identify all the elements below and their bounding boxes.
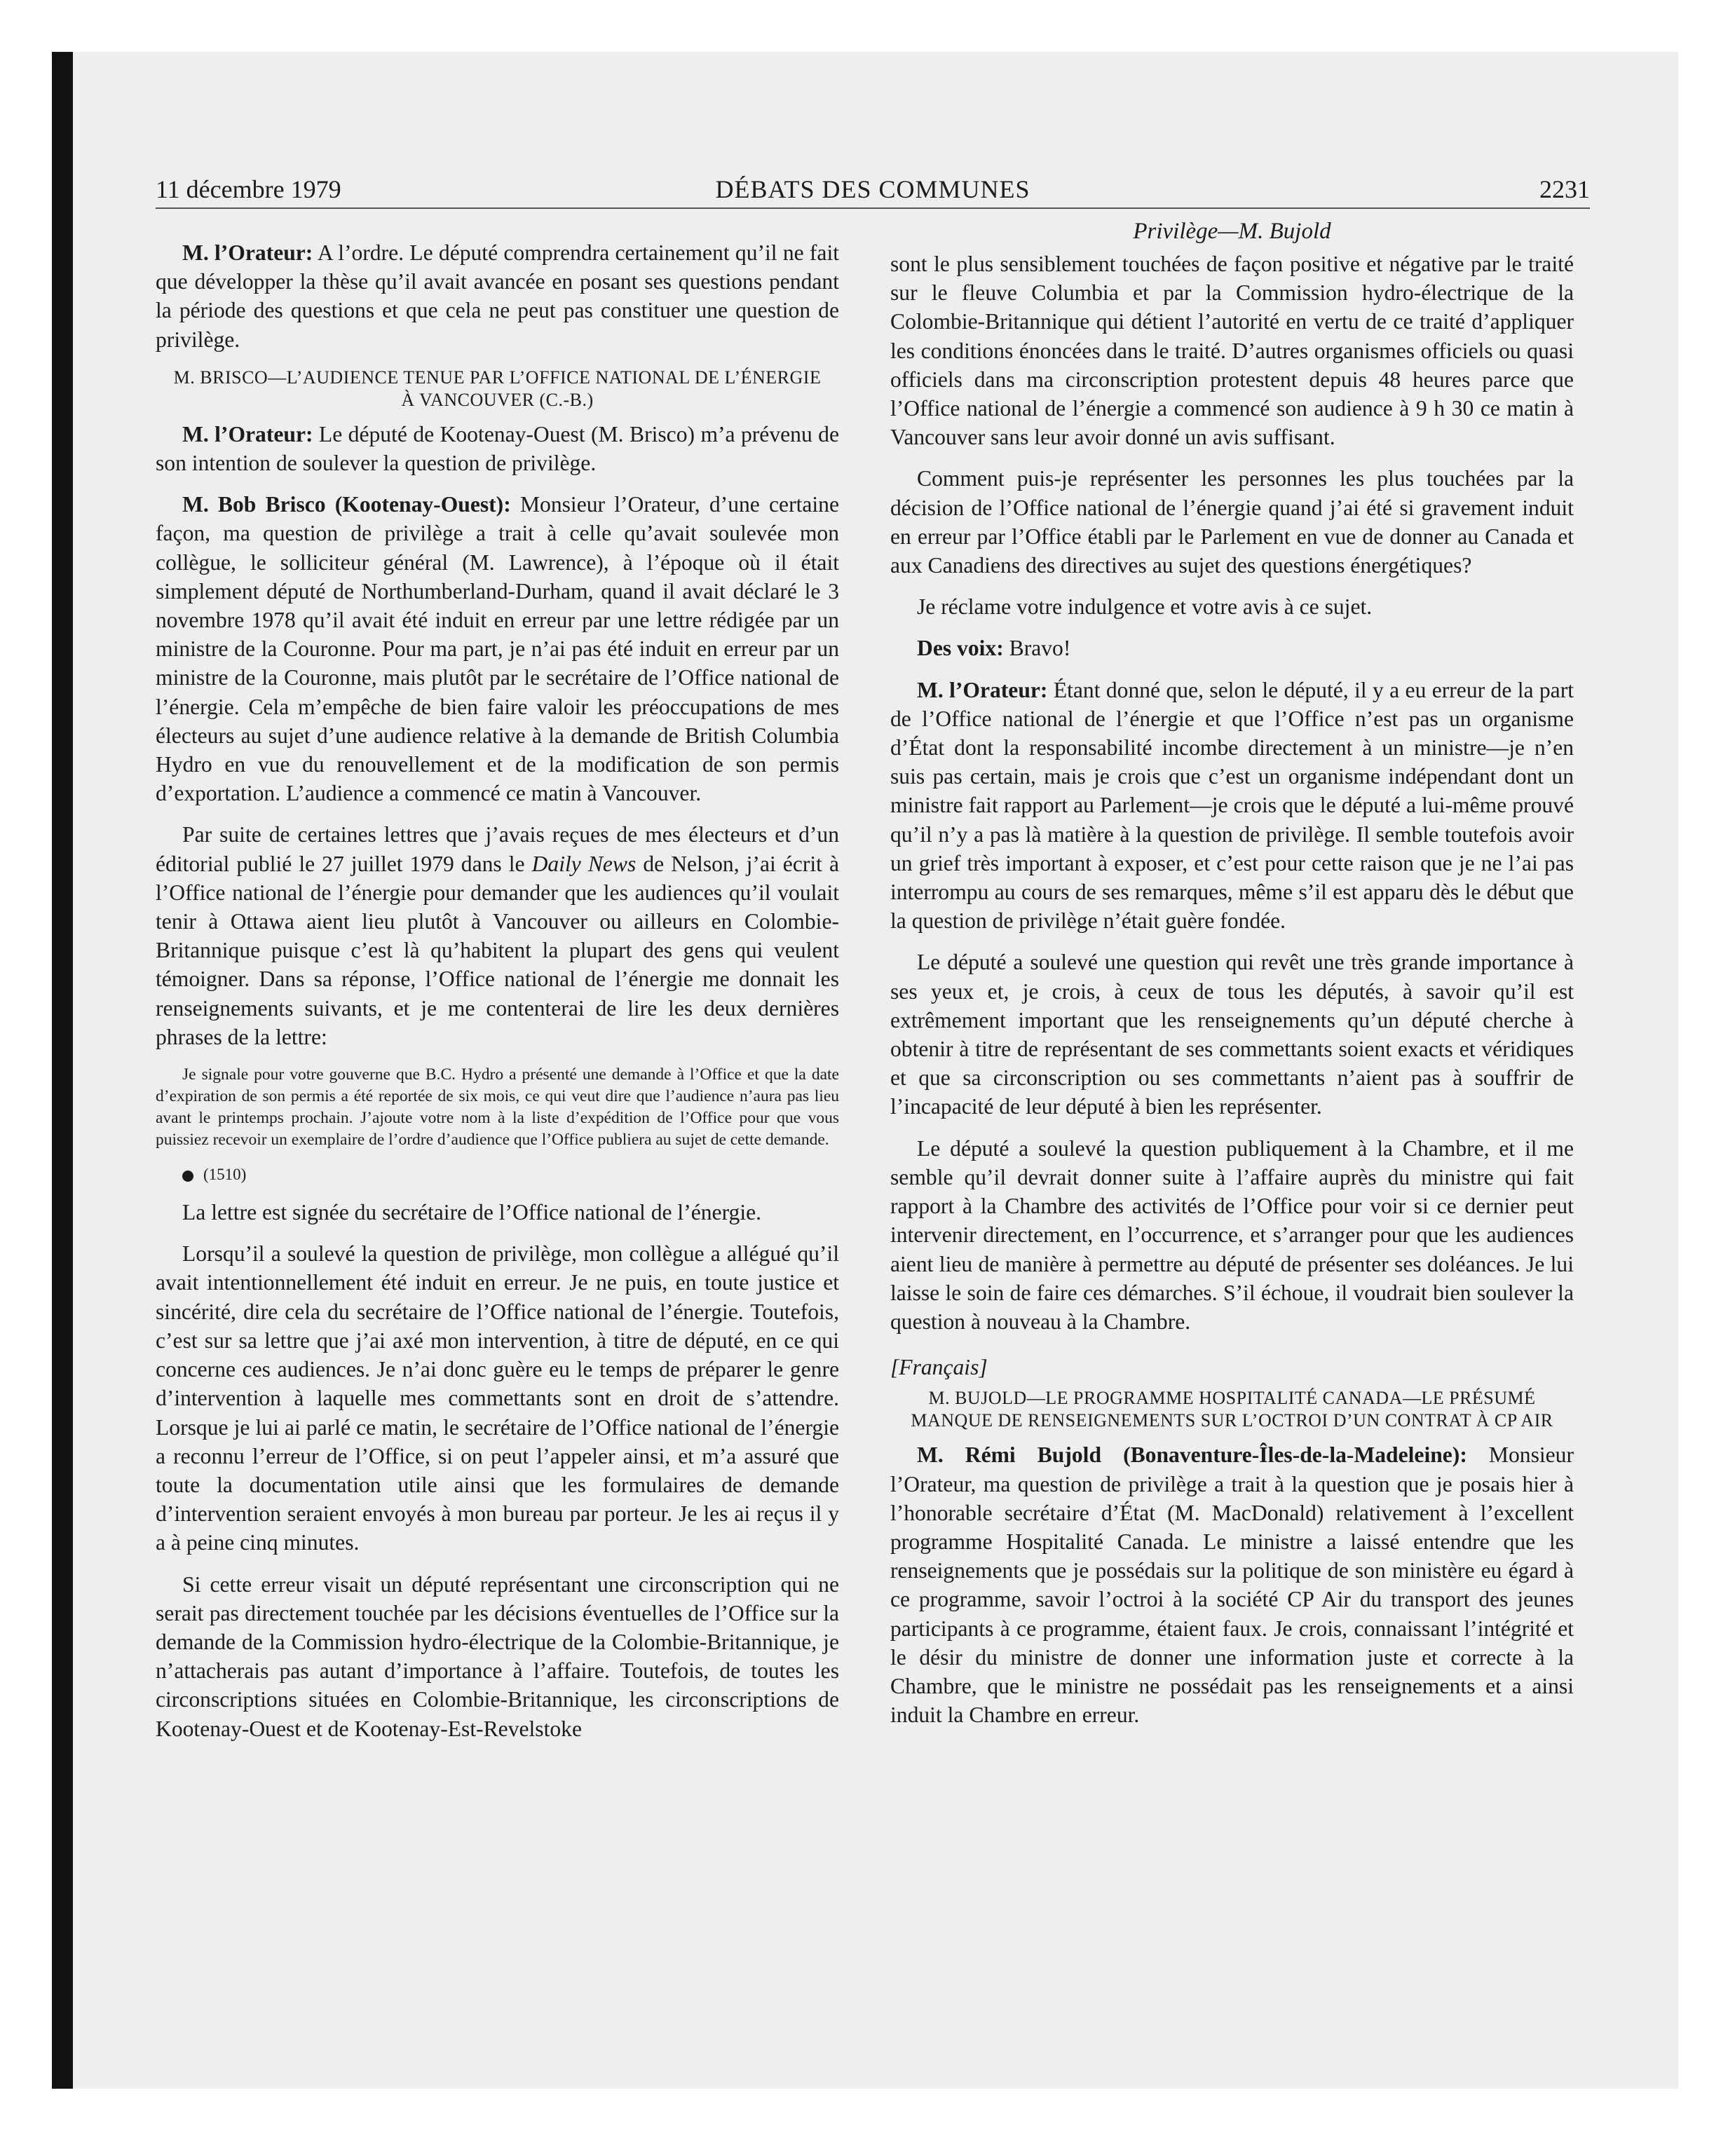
paragraph: Si cette erreur visait un député représentant une circonscription qui ne serait pas directement touchée par les décisions éventuelles de l’Office sur la demande de la Commission hydro-électrique de la Colombie-Britannique, je n’attacherais pas autant d’importance à l’affaire. Toutefois, de toutes les circonscriptions situées en Colombie-Britannique, les circonscriptions de Kootenay-Ouest et de Kootenay-Est-Revelstoke	[156, 1571, 839, 1741]
right-column	[890, 217, 1574, 2040]
speaker-name: M. l’Orateur:	[917, 677, 1048, 702]
speaker-name: M. l’Orateur:	[182, 421, 313, 446]
speech-text: de Nelson, j’ai écrit à l’Office national de l’énergie pour demander que les audiences qu’il voulait tenir à Ottawa aient lieu plutôt à Vancouver ou ailleurs en Colombie-Britannique puisque c’est là qu’habitent la plupart des gens qui veulent témoigner. Dans sa réponse, l’Office national de l’énergie me donnait les renseignements suivants, et je me contenterai de lire les deux dernières phrases de la lettre:	[156, 851, 839, 1049]
paragraph	[156, 238, 839, 354]
section-heading: M. BRISCO—L’AUDIENCE TENUE PAR L’OFFICE NATIONAL DE L’ÉNERGIE À VANCOUVER (C.-B.)	[173, 367, 822, 410]
paragraph	[156, 820, 839, 1051]
paragraph	[890, 676, 1574, 936]
speaker-name: M. Rémi Bujold (Bonaventure-Îles-de-la-Madeleine):	[917, 1442, 1467, 1468]
timestamp-text: (1510)	[203, 1166, 247, 1184]
header-date: 11 décembre 1979	[156, 175, 341, 203]
speaker-name: Des voix:	[917, 636, 1004, 661]
speech-text: Par suite de certaines lettres que j’avais reçues de mes électeurs et d’un éditorial publié le 27 juillet 1979 dans le	[156, 822, 839, 876]
bullet-dot-icon	[182, 1171, 193, 1182]
letter-quote: Je signale pour votre gouverne que B.C. Hydro a présenté une demande à l’Office et que la date d’expiration de son permis a été reportée de six mois, ce qui veut dire que l’audience n’aura pas lieu avant le printemps prochain. J’ajoute votre nom à la liste d’expédition de l’Office pour que vous puissiez recevoir un exemplaire de l’ordre d’audience que l’Office publiera au sujet de cette demande.	[156, 1065, 839, 1149]
newspaper-title: Daily News	[531, 851, 637, 876]
paragraph: Le député a soulevé la question publiquement à la Chambre, et il me semble qu’il devrait donner suite à l’affaire auprès du ministre qui fait rapport à la Chambre des activités de l’Office pour voir si ce dernier peut intervenir directement, en l’occurrence, et s’arranger pour que les audiences aient lieu de manière à permettre au député de présenter ses doléances. Je lui laisse le soin de faire ces démarches. S’il échoue, il voudrait bien soulever la question à nouveau à la Chambre.	[890, 1135, 1574, 1334]
section-heading: M. BUJOLD—LE PROGRAMME HOSPITALITÉ CANADA—LE PRÉSUMÉ MANQUE DE RENSEIGNEMENTS SUR L’OCTROI D’UN CONTRAT À CP AIR	[911, 1388, 1553, 1431]
left-column	[156, 238, 839, 2061]
speech-text: Étant donné que, selon le député, il y a eu erreur de la part de l’Office national de l’énergie et que l’Office n’est pas un organisme d’État dont la responsabilité incombe directement à un ministre—je n’en suis pas certain, mais je crois que c’est un organisme indépendant dont un ministre fait rapport au Parlement—je crois que le député a lui-même prouvé qu’il n’y a pas là matière à la question de privilège. Il semble toutefois avoir un grief très important à exposer, et c’est pour cette raison que je ne l’ai pas interrompu au cours de ses remarques, même s’il est apparu dès le début que la question de privilège n’était guère fondée.	[890, 677, 1574, 934]
paragraph: sont le plus sensiblement touchées de façon positive et négative par le traité sur le fleuve Columbia et par la Commission hydro-électrique de la Colombie-Britannique qui détient l’autorité en vertu de ce traité d’appliquer les conditions énoncées dans le traité. D’autres organismes officiels ou quasi officiels dans ma circonscription protestent depuis 48 heures parce que l’Office national de l’énergie a commencé son audience à 9 h 30 ce matin à Vancouver sans leur avoir donné un avis suffisant.	[890, 252, 1574, 450]
speaker-name: M. l’Orateur:	[182, 240, 313, 265]
paragraph: Je réclame votre indulgence et votre avis à ce sujet.	[917, 594, 1373, 620]
speech-text: Monsieur l’Orateur, d’une certaine façon, ma question de privilège a trait à celle qu’avait soulevée mon collègue, le solliciteur général (M. Lawrence), à l’époque où il était simplement député de Northumberland-Durham, quand il avait déclaré le 3 novembre 1978 qu’il avait été induit en erreur par une lettre rédigée par un ministre de la Couronne. Pour ma part, je n’ai pas été induit en erreur par un ministre de la Couronne, mais plutôt par le secrétaire de l’Office national de l’énergie. Cela m’empêche de bien faire valoir les préoccupations de mes électeurs au sujet d’une audience relative à la demande de British Columbia Hydro en vue du renouvellement et de la modification de son permis d’exportation. L’audience a commencé ce matin à Vancouver.	[156, 492, 839, 806]
speech-text: Le député de Kootenay-Ouest (M. Brisco) m’a prévenu de son intention de soulever la question de privilège.	[156, 421, 839, 476]
paragraph	[156, 420, 839, 477]
header-rule	[156, 207, 1590, 209]
paragraph	[890, 634, 1574, 662]
speech-text: Monsieur l’Orateur, ma question de privilège a trait à la question que je posais hier à l’honorable secrétaire d’État (M. MacDonald) relativement à l’excellent programme Hospitalité Canada. Le ministre a laissé entendre que les renseignements que je possédais sur la politique de son ministère eu égard à ce programme, savoir l’octroi à la société CP Air du transport des jeunes participants à ce programme, étaient faux. Je crois, connaissant l’intégrité et le désir du ministre de donner une information juste et correcte à la Chambre, que le ministre ne possédait pas les renseignements et a ainsi induit la Chambre en erreur.	[890, 1442, 1574, 1728]
journal-title: DÉBATS DES COMMUNES	[715, 175, 1030, 203]
speech-text: Bravo!	[1003, 636, 1071, 661]
paragraph: Lorsqu’il a soulevé la question de privilège, mon collègue a allégué qu’il avait intentionnellement été induit en erreur. Je ne puis, en toute justice et sincérité, dire cela du secrétaire de l’Office national de l’énergie. Toutefois, c’est sur sa lettre que j’ai axé mon intervention, à titre de député, en ce qui concerne ces audiences. Je n’ai donc guère eu le temps de préparer le genre d’intervention à laquelle mes commettants sont en droit de s’attendre. Lorsque je lui ai parlé ce matin, le secrétaire de l’Office national de l’énergie a reconnu l’erreur de l’Office, si on peut l’appeler ainsi, et m’a assuré que toute la documentation utile ainsi que les formulaires de demande d’intervention seraient envoyés à mon bureau par porteur. Je les ai reçus il y a à peine cinq minutes.	[156, 1241, 839, 1555]
speech-text: A l’ordre. Le député comprendra certainement qu’il ne fait que développer la thèse qu’il avait avancée en posant ses questions pendant la période des questions et que cela ne peut pas constituer une question de privilège.	[156, 240, 839, 352]
paragraph	[156, 490, 839, 807]
page-number: 2231	[1539, 175, 1590, 203]
topic-heading: Privilège—M. Bujold	[1133, 219, 1331, 244]
paragraph: La lettre est signée du secrétaire de l’Office national de l’énergie.	[182, 1200, 762, 1225]
timestamp	[156, 1164, 839, 1185]
paragraph: Comment puis-je représenter les personnes les plus touchées par la décision de l’Office national de l’énergie quand j’ai été si gravement induit en erreur par l’Office établi par le Parlement en vue de donner au Canada et aux Canadiens des directives au sujet des questions énergétiques?	[890, 466, 1574, 578]
language-marker: [Français]	[890, 1355, 988, 1380]
scan-edge-bar	[52, 52, 73, 2089]
speaker-name: M. Bob Brisco (Kootenay-Ouest):	[182, 492, 511, 517]
running-head	[156, 174, 1590, 205]
paragraph	[890, 1440, 1574, 1729]
paragraph: Le député a soulevé une question qui revêt une très grande importance à ses yeux et, je crois, à ceux de tous les députés, à savoir qu’il est extrêmement important que les renseignements qu’un député cherche à obtenir à titre de représentant de ses commettants soient exacts et véridiques et que sa circonscription ou ses commettants n’aient pas à souffrir de l’incapacité de leur député à bien les représenter.	[890, 950, 1574, 1119]
